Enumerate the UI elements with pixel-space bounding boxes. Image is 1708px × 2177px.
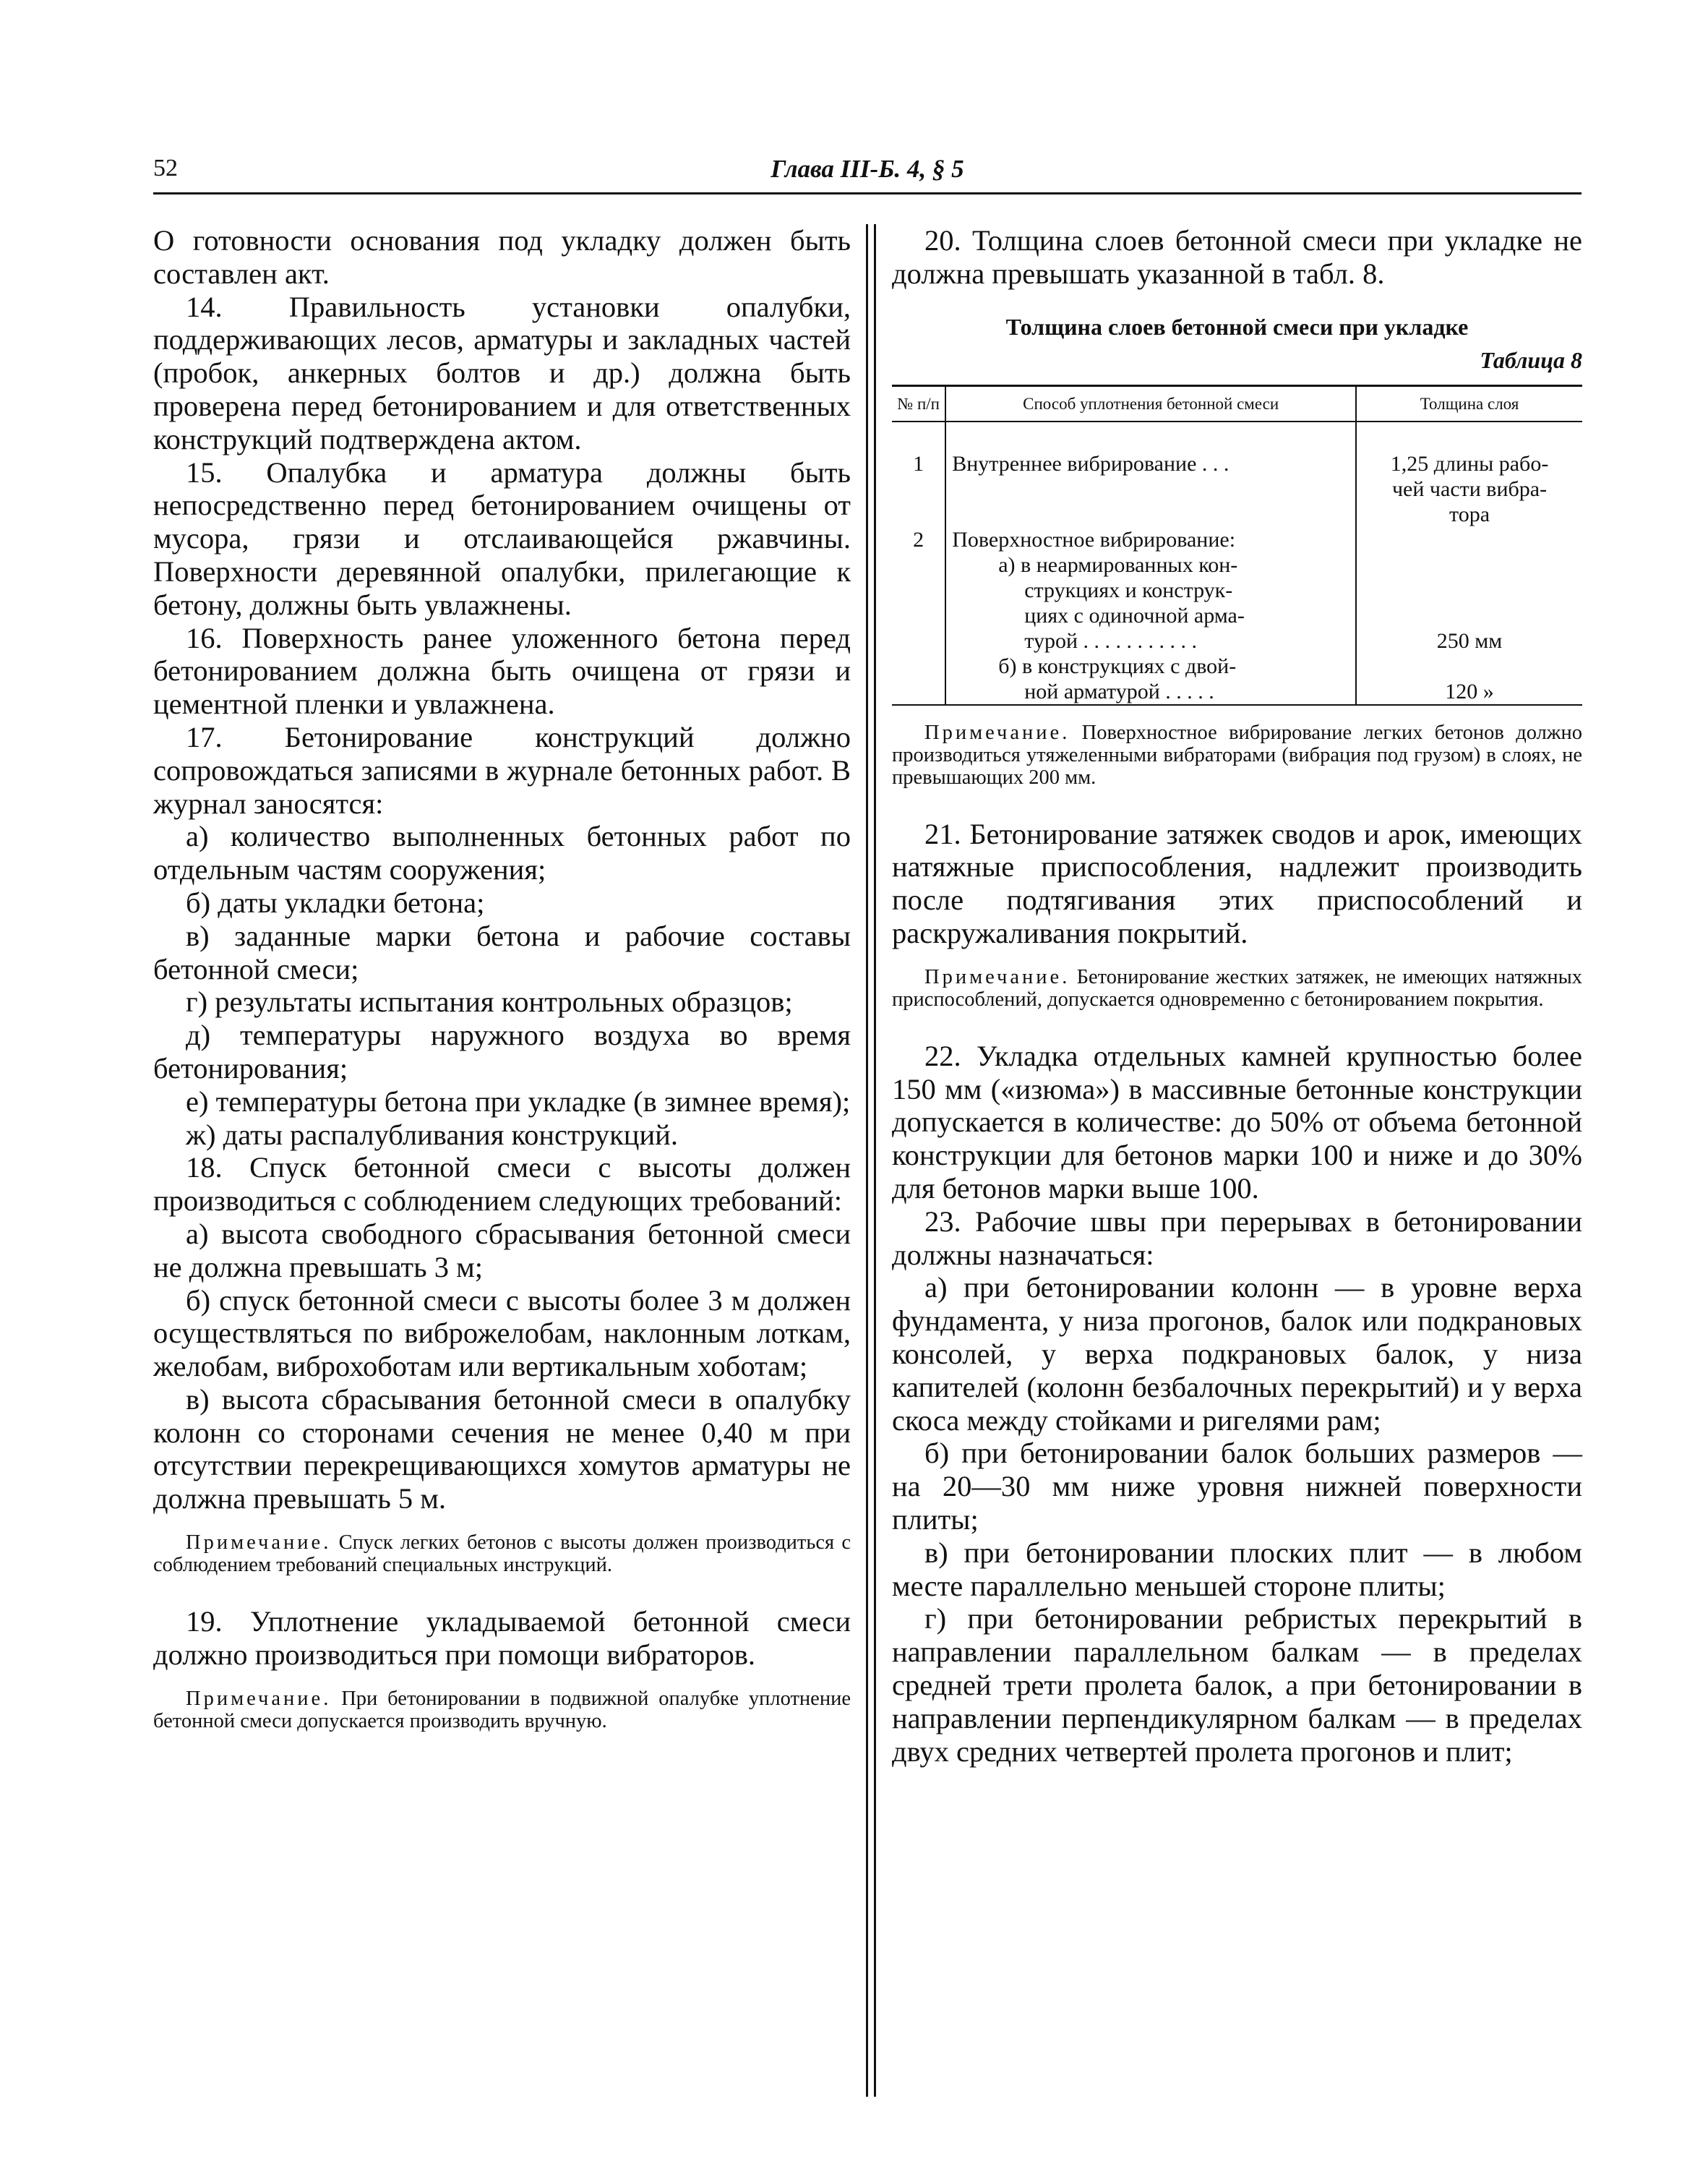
table-number: Таблица 8 xyxy=(1480,346,1582,373)
table-row xyxy=(892,527,1582,705)
note-text: При бетонировании в подвижной опалубке уплотнение бетонной смеси допускается производить вручную. xyxy=(153,1687,851,1732)
paragraph-intro: О готовности основания под укладку должен быть составлен акт. xyxy=(153,224,851,290)
paragraph-16: 16. Поверхность ранее уложенного бетона перед бетонированием должна быть очищена от грязи и цементной пленки и увлажнена. xyxy=(153,621,851,721)
note-label: Примечание. xyxy=(924,965,1070,988)
cell-line: 1,25 длины рабо- xyxy=(1390,451,1549,476)
table-8 xyxy=(892,385,1582,706)
row-thickness xyxy=(1356,451,1582,527)
table-header-row xyxy=(892,385,1582,422)
row-method xyxy=(945,527,1356,705)
header-num: № п/п xyxy=(892,385,945,422)
paragraph-18: 18. Спуск бетонной смеси с высоты должен производиться с соблюдением следующих требований: xyxy=(153,1151,851,1218)
header-method: Способ уплотнения бетонной смеси xyxy=(945,385,1356,422)
note-text: Бетонирование жестких затяжек, не имеющих натяжных приспособлений, допускается одновременно с бетонированием покрытия. xyxy=(892,965,1582,1011)
row-num: 1 xyxy=(892,451,945,527)
cell-line: а) в неармированных кон- xyxy=(998,552,1238,577)
note-19 xyxy=(153,1688,851,1732)
header-thickness: Толщина слоя xyxy=(1356,385,1582,422)
row-thickness xyxy=(1356,527,1582,705)
note-label: Примечание. xyxy=(186,1687,332,1710)
column-divider-left xyxy=(866,224,868,2097)
note-18 xyxy=(153,1531,851,1576)
left-column xyxy=(153,224,851,1761)
cell-line: 120 » xyxy=(1445,679,1494,703)
list-item: б) при бетонировании балок больших размеров — на 20—30 мм ниже уровня нижней поверхности плиты; xyxy=(892,1437,1582,1536)
list-item: е) температуры бетона при укладке (в зимнее время); xyxy=(186,1085,851,1118)
note-text: Поверхностное вибрирование легких бетонов должно производиться утяжеленными вибраторами (вибрация под грузом) в слоях, не превышающих 200 мм. xyxy=(892,721,1582,789)
cell-line: 250 мм xyxy=(1436,628,1503,653)
paragraph-19: 19. Уплотнение укладываемой бетонной смеси должно производиться при помощи вибраторов. xyxy=(153,1605,851,1671)
list-item: б) спуск бетонной смеси с высоты более 3 м должен осуществляться по виброжелобам, наклонным лоткам, желобам, виброхоботам или вертикальным хоботам; xyxy=(153,1283,851,1383)
cell-line: турой . . . . . . . . . . . xyxy=(1024,628,1198,653)
cell-line: струкциях и конструк- xyxy=(1024,578,1233,602)
cell-line: тора xyxy=(1449,502,1490,526)
list-item: в) заданные марки бетона и рабочие составы бетонной смеси; xyxy=(153,919,851,985)
paragraph-23: 23. Рабочие швы при перерывах в бетонировании должны назначаться: xyxy=(892,1205,1582,1271)
list-item: ж) даты распалубливания конструкций. xyxy=(186,1118,678,1151)
note-table xyxy=(892,722,1582,789)
chapter-title: Глава III-Б. 4, § 5 xyxy=(771,155,964,183)
column-divider-right xyxy=(874,224,876,2097)
cell-line: б) в конструкциях с двой- xyxy=(998,654,1237,678)
cell-line: ной арматурой . . . . . xyxy=(1024,679,1214,703)
table-row xyxy=(892,451,1582,527)
paragraph-21: 21. Бетонирование затяжек сводов и арок, имеющих натяжные приспособления, надлежит производить после подтягивания этих приспособлений и раскружаливания покрытий. xyxy=(892,817,1582,949)
cell-line: чей части вибра- xyxy=(1391,476,1548,501)
paragraph-14: 14. Правильность установки опалубки, поддерживающих лесов, арматуры и закладных частей (пробок, анкерных болтов и др.) должна быть проверена перед бетонированием и для ответственных конструкций подтверждена актом. xyxy=(153,290,851,455)
cell-line: циях с одиночной арма- xyxy=(1024,603,1245,628)
list-item: а) высота свободного сбрасывания бетонной смеси не должна превышать 3 м; xyxy=(153,1217,851,1283)
note-label: Примечание. xyxy=(924,721,1070,744)
list-item: д) температуры наружного воздуха во время бетонирования; xyxy=(153,1019,851,1085)
row-num: 2 xyxy=(892,527,945,705)
note-label: Примечание. xyxy=(186,1531,332,1554)
list-item: а) при бетонировании колонн — в уровне верха фундамента, у низа прогонов, балок или подкрановых консолей, у верха подкрановых балок, у низа капителей (колонн безбалочных перекрытий) и у верха скоса между стойками и ригелями рам; xyxy=(892,1271,1582,1437)
note-21 xyxy=(892,966,1582,1011)
list-item: а) количество выполненных бетонных работ по отдельным частям сооружения; xyxy=(153,820,851,886)
list-item: в) при бетонировании плоских плит — в любом месте параллельно меньшей стороне плиты; xyxy=(892,1536,1582,1602)
running-header xyxy=(153,155,1582,184)
table-spacer xyxy=(892,422,1582,451)
paragraph-17: 17. Бетонирование конструкций должно сопровождаться записями в журнале бетонных работ. В журнал заносятся: xyxy=(153,720,851,820)
list-item: г) при бетонировании ребристых перекрытий в направлении параллельном балкам — в пределах средней трети пролета балок, а при бетонировании в направлении перпендикулярном балкам — в пределах двух средних четвертей пролета прогонов и плит; xyxy=(892,1602,1582,1768)
table-caption: Толщина слоев бетонной смеси при укладке xyxy=(1005,313,1469,340)
note-text: Спуск легких бетонов с высоты должен производиться с соблюдением требований специальных инструкций. xyxy=(153,1531,851,1577)
paragraph-22: 22. Укладка отдельных камней крупностью более 150 мм («изюма») в массивные бетонные конструкции допускается в количестве: до 50% от объема бетонной конструкции для бетонов марки 100 и ниже и до 30% для бетонов марки выше 100. xyxy=(892,1039,1582,1205)
header-rule xyxy=(153,192,1582,194)
right-column xyxy=(892,224,1582,1768)
list-item: б) даты укладки бетона; xyxy=(186,886,485,919)
paragraph-20: 20. Толщина слоев бетонной смеси при укладке не должна превышать указанной в табл. 8. xyxy=(892,224,1582,290)
list-item: г) результаты испытания контрольных образцов; xyxy=(186,985,793,1019)
list-item: в) высота сбрасывания бетонной смеси в опалубку колонн со сторонами сечения не менее 0,40 м при отсутствии перекрещивающихся хомутов арматуры не должна превышать 5 м. xyxy=(153,1382,851,1515)
page-number: 52 xyxy=(153,155,178,181)
cell-line: Поверхностное вибрирование: xyxy=(952,527,1236,552)
row-method: Внутреннее вибрирование . . . xyxy=(945,451,1356,527)
paragraph-15: 15. Опалубка и арматура должны быть непосредственно перед бетонированием очищены от мусора, грязи и отслаивающейся ржавчины. Поверхности деревянной опалубки, прилегающие к бетону, должны быть увлажнены. xyxy=(153,455,851,621)
